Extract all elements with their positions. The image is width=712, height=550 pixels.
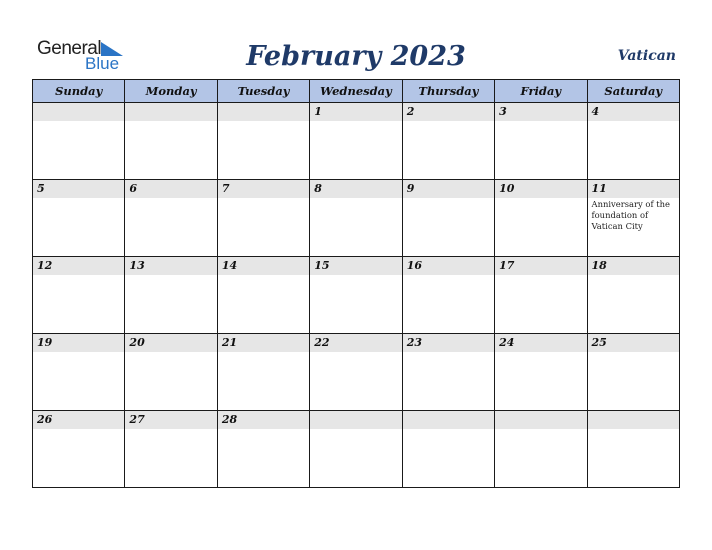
day-cell bbox=[33, 257, 125, 334]
date-bar bbox=[33, 257, 124, 275]
day-number: 8 bbox=[314, 182, 322, 195]
date-bar bbox=[588, 411, 679, 429]
day-number: 2 bbox=[406, 105, 415, 118]
day-cell bbox=[495, 180, 587, 257]
date-bar bbox=[310, 257, 401, 275]
date-bar bbox=[125, 180, 216, 198]
page-title: February 2023 bbox=[246, 41, 466, 72]
day-number: 27 bbox=[129, 413, 145, 426]
day-number: 25 bbox=[591, 336, 607, 349]
date-bar bbox=[125, 103, 216, 121]
day-cell bbox=[495, 334, 587, 411]
week-row bbox=[33, 257, 680, 334]
day-cell bbox=[217, 334, 309, 411]
date-bar bbox=[403, 334, 494, 352]
country-label: Vatican bbox=[617, 48, 676, 64]
weekday-sunday: Sunday bbox=[33, 80, 125, 103]
date-bar bbox=[403, 180, 494, 198]
day-cell bbox=[217, 180, 309, 257]
day-cell bbox=[587, 334, 679, 411]
day-number: 3 bbox=[499, 105, 507, 118]
weekday-header-row bbox=[33, 80, 680, 103]
weekday-monday: Monday bbox=[125, 80, 217, 103]
date-bar bbox=[125, 257, 216, 275]
day-cell bbox=[310, 103, 402, 180]
date-bar bbox=[588, 334, 679, 352]
day-number: 11 bbox=[591, 182, 607, 195]
date-bar bbox=[310, 334, 401, 352]
date-bar bbox=[33, 180, 124, 198]
day-number: 18 bbox=[591, 259, 607, 272]
logo-text-blue: Blue bbox=[85, 54, 120, 73]
day-number: 23 bbox=[406, 336, 422, 349]
date-bar bbox=[125, 411, 216, 429]
date-bar bbox=[218, 180, 309, 198]
day-cell bbox=[33, 103, 125, 180]
day-cell bbox=[587, 180, 679, 257]
weekday-wednesday: Wednesday bbox=[310, 80, 402, 103]
date-bar bbox=[218, 257, 309, 275]
day-number: 17 bbox=[499, 259, 515, 272]
day-number: 7 bbox=[221, 182, 230, 195]
date-bar bbox=[218, 334, 309, 352]
day-number: 15 bbox=[314, 259, 330, 272]
day-cell bbox=[402, 411, 494, 488]
date-bar bbox=[33, 334, 124, 352]
day-cell bbox=[495, 103, 587, 180]
day-cell bbox=[402, 103, 494, 180]
date-bar bbox=[310, 180, 401, 198]
day-number: 24 bbox=[499, 336, 515, 349]
date-bar bbox=[403, 103, 494, 121]
date-bar bbox=[495, 180, 586, 198]
week-row bbox=[33, 180, 680, 257]
day-cell bbox=[33, 334, 125, 411]
date-bar bbox=[588, 103, 679, 121]
day-number: 4 bbox=[591, 105, 600, 118]
day-cell bbox=[217, 103, 309, 180]
day-number: 14 bbox=[221, 259, 238, 272]
date-bar bbox=[310, 411, 401, 429]
day-cell bbox=[402, 257, 494, 334]
date-bar bbox=[33, 411, 124, 429]
day-cell bbox=[587, 103, 679, 180]
day-number: 20 bbox=[129, 336, 145, 349]
day-cell bbox=[33, 411, 125, 488]
week-row bbox=[33, 103, 680, 180]
date-bar bbox=[588, 257, 679, 275]
day-number: 5 bbox=[37, 182, 45, 195]
date-bar bbox=[403, 257, 494, 275]
day-cell bbox=[125, 103, 217, 180]
day-cell bbox=[402, 334, 494, 411]
day-number: 6 bbox=[129, 182, 138, 195]
date-bar bbox=[495, 103, 586, 121]
day-number: 9 bbox=[406, 182, 415, 195]
day-cell bbox=[495, 257, 587, 334]
day-cell bbox=[310, 257, 402, 334]
day-number: 1 bbox=[314, 105, 322, 118]
date-bar bbox=[403, 411, 494, 429]
weekday-tuesday: Tuesday bbox=[217, 80, 309, 103]
day-cell bbox=[310, 180, 402, 257]
date-bar bbox=[310, 103, 401, 121]
day-cell bbox=[125, 334, 217, 411]
day-number: 16 bbox=[406, 259, 422, 272]
date-bar bbox=[588, 180, 679, 198]
date-bar bbox=[495, 257, 586, 275]
day-cell bbox=[217, 257, 309, 334]
day-number: 22 bbox=[314, 336, 330, 349]
day-number: 13 bbox=[129, 259, 145, 272]
day-cell bbox=[125, 180, 217, 257]
date-bar bbox=[218, 103, 309, 121]
day-cell bbox=[217, 411, 309, 488]
day-cell bbox=[402, 180, 494, 257]
day-number: 12 bbox=[37, 259, 53, 272]
day-cell bbox=[495, 411, 587, 488]
date-bar bbox=[218, 411, 309, 429]
day-number: 26 bbox=[37, 413, 53, 426]
week-row bbox=[33, 334, 680, 411]
day-number: 28 bbox=[221, 413, 238, 426]
weekday-thursday: Thursday bbox=[402, 80, 494, 103]
weekday-friday: Friday bbox=[495, 80, 587, 103]
calendar-grid bbox=[32, 79, 680, 488]
day-cell bbox=[587, 411, 679, 488]
week-row bbox=[33, 411, 680, 488]
day-cell bbox=[587, 257, 679, 334]
date-bar bbox=[495, 334, 586, 352]
day-cell bbox=[125, 257, 217, 334]
day-number: 19 bbox=[37, 336, 53, 349]
date-bar bbox=[495, 411, 586, 429]
day-number: 21 bbox=[221, 336, 238, 349]
weekday-saturday: Saturday bbox=[587, 80, 679, 103]
day-cell bbox=[125, 411, 217, 488]
date-bar bbox=[33, 103, 124, 121]
logo-text-general: General bbox=[37, 38, 102, 59]
day-cell bbox=[310, 411, 402, 488]
day-cell bbox=[310, 334, 402, 411]
holiday-label: Anniversary of the foundation of Vatican City bbox=[591, 199, 670, 231]
day-cell bbox=[33, 180, 125, 257]
date-bar bbox=[125, 334, 216, 352]
day-number: 10 bbox=[499, 182, 515, 195]
